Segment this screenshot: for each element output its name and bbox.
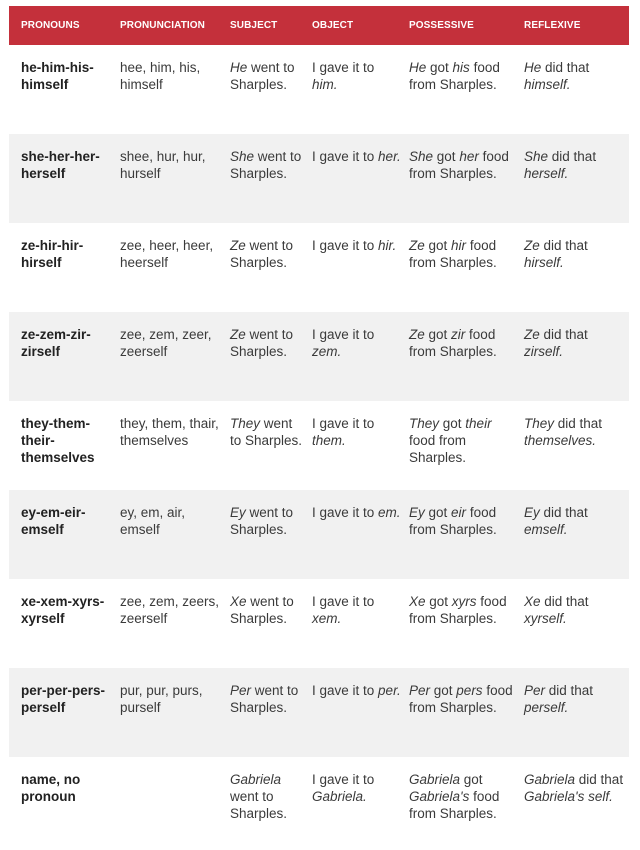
possessive-cell: [409, 148, 517, 182]
header-subject: SUBJECT: [230, 20, 278, 31]
italic-text: xyrself.: [524, 611, 567, 626]
italic-text: They: [409, 416, 440, 431]
possessive-cell: [409, 593, 517, 627]
italic-text: Per: [524, 683, 546, 698]
pronunciation-cell: zee, zem, zeers, zeerself: [120, 594, 220, 626]
text-segment: food from Sharples.: [409, 433, 467, 465]
text-segment: went to Sharples.: [230, 683, 299, 715]
italic-text: his: [452, 60, 470, 75]
text-segment: I gave it to: [312, 416, 375, 431]
text-segment: I gave it to: [312, 327, 375, 342]
text-segment: got: [430, 683, 457, 698]
subject-cell: [230, 148, 304, 182]
pronunciation-cell: pur, pur, purs, purself: [120, 683, 203, 715]
table-row: [9, 401, 629, 490]
text-segment: I gave it to: [312, 60, 375, 75]
italic-text: Xe: [230, 594, 247, 609]
italic-text: Ze: [524, 327, 540, 342]
text-segment: did that: [575, 772, 624, 787]
pronunciation-cell: zee, zem, zeer, zeerself: [120, 327, 212, 359]
pronunciation-cell: ey, em, air, emself: [120, 505, 186, 537]
possessive-cell: [409, 504, 517, 538]
text-segment: did that: [545, 683, 594, 698]
italic-text: She: [409, 149, 434, 164]
text-segment: went to Sharples.: [230, 60, 295, 92]
object-cell: [312, 504, 402, 521]
pronouns-cell: he-him-his-himself: [21, 60, 94, 92]
italic-text: Gabriela.: [312, 789, 367, 804]
possessive-cell: [409, 59, 517, 93]
table-row: [9, 490, 629, 579]
object-cell: [312, 237, 402, 254]
table-row: [9, 757, 629, 850]
italic-text: pers: [456, 683, 483, 698]
text-segment: went to Sharples.: [230, 149, 302, 181]
pronouns-cell: per-per-pers-perself: [21, 683, 106, 715]
pronouns-cell: name, no pronoun: [21, 772, 81, 804]
text-segment: I gave it to: [312, 772, 375, 787]
object-cell: [312, 682, 402, 699]
text-segment: I gave it to: [312, 238, 379, 253]
reflexive-cell: [524, 59, 628, 93]
text-segment: food from Sharples.: [409, 683, 513, 715]
table-row: [9, 668, 629, 757]
italic-text: their: [465, 416, 492, 431]
italic-text: himself.: [524, 77, 571, 92]
subject-cell: [230, 415, 304, 449]
possessive-cell: [409, 415, 517, 466]
italic-text: per.: [378, 683, 401, 698]
italic-text: He: [409, 60, 427, 75]
subject-cell: [230, 326, 304, 360]
text-segment: food from Sharples.: [409, 327, 497, 359]
object-cell: [312, 326, 402, 360]
subject-cell: [230, 59, 304, 93]
text-segment: went to Sharples.: [230, 505, 294, 537]
possessive-cell: [409, 237, 517, 271]
table-row: [9, 45, 629, 134]
reflexive-cell: [524, 682, 628, 716]
text-segment: got: [433, 149, 460, 164]
text-segment: did that: [540, 594, 589, 609]
italic-text: Gabriela: [524, 772, 576, 787]
object-cell: [312, 148, 402, 165]
object-cell: [312, 59, 402, 93]
text-segment: did that: [539, 505, 588, 520]
pronunciation-cell: hee, him, his, himself: [120, 60, 201, 92]
header-reflexive: REFLEXIVE: [524, 20, 581, 31]
text-segment: went to Sharples.: [230, 594, 294, 626]
text-segment: did that: [539, 327, 588, 342]
text-segment: food from Sharples.: [409, 60, 500, 92]
text-segment: food from Sharples.: [409, 149, 509, 181]
pronunciation-cell: zee, heer, heer, heerself: [120, 238, 214, 270]
text-segment: did that: [554, 416, 603, 431]
italic-text: He: [524, 60, 542, 75]
italic-text: Ey: [524, 505, 540, 520]
italic-text: Gabriela's self.: [524, 789, 613, 804]
possessive-cell: [409, 682, 517, 716]
header-possessive: POSSESSIVE: [409, 20, 474, 31]
header-pronunciation: PRONUNCIATION: [120, 20, 206, 31]
italic-text: zirself.: [524, 344, 564, 359]
italic-text: zem.: [312, 344, 342, 359]
text-segment: got: [425, 594, 452, 609]
possessive-cell: [409, 771, 517, 822]
pronouns-cell: they-them-their-themselves: [21, 416, 95, 465]
pronouns-table: [9, 6, 629, 821]
italic-text: xem.: [312, 611, 342, 626]
italic-text: hir: [451, 238, 467, 253]
text-segment: I gave it to: [312, 683, 379, 698]
italic-text: Xe: [524, 594, 541, 609]
pronouns-cell: xe-xem-xyrs-xyrself: [21, 594, 105, 626]
italic-text: her.: [378, 149, 401, 164]
table-row: [9, 579, 629, 668]
subject-cell: [230, 771, 304, 822]
reflexive-cell: [524, 237, 628, 271]
subject-cell: [230, 593, 304, 627]
italic-text: Gabriela's: [409, 789, 470, 804]
reflexive-cell: [524, 593, 628, 627]
text-segment: got: [424, 238, 452, 253]
italic-text: They: [524, 416, 555, 431]
pronunciation-cell: shee, hur, hur, hurself: [120, 149, 206, 181]
italic-text: Ey: [409, 505, 425, 520]
text-segment: went to Sharples.: [230, 238, 294, 270]
text-segment: went to Sharples.: [230, 416, 303, 448]
text-segment: food from Sharples.: [409, 594, 507, 626]
reflexive-cell: [524, 504, 628, 538]
text-segment: food from Sharples.: [409, 505, 497, 537]
pronouns-cell: ey-em-eir-emself: [21, 505, 86, 537]
italic-text: Gabriela: [230, 772, 282, 787]
reflexive-cell: [524, 148, 628, 182]
italic-text: He: [230, 60, 248, 75]
italic-text: herself.: [524, 166, 569, 181]
text-segment: food from Sharples.: [409, 238, 497, 270]
pronouns-cell: she-her-her-herself: [21, 149, 100, 181]
reflexive-cell: [524, 326, 628, 360]
italic-text: Ze: [230, 238, 246, 253]
subject-cell: [230, 237, 304, 271]
table-header: [9, 6, 629, 45]
italic-text: Ze: [409, 327, 425, 342]
text-segment: got: [426, 60, 453, 75]
text-segment: got: [424, 505, 452, 520]
table-row: [9, 223, 629, 312]
object-cell: [312, 771, 402, 805]
possessive-cell: [409, 326, 517, 360]
italic-text: her: [459, 149, 479, 164]
italic-text: Xe: [409, 594, 426, 609]
text-segment: went to Sharples.: [230, 327, 294, 359]
table-row: [9, 134, 629, 223]
italic-text: zir: [451, 327, 466, 342]
object-cell: [312, 593, 402, 627]
italic-text: She: [524, 149, 549, 164]
text-segment: I gave it to: [312, 505, 379, 520]
header-object: OBJECT: [312, 20, 354, 31]
italic-text: Ze: [524, 238, 540, 253]
text-segment: did that: [539, 238, 588, 253]
italic-text: Ze: [409, 238, 425, 253]
italic-text: hirself.: [524, 255, 564, 270]
italic-text: em.: [378, 505, 401, 520]
italic-text: emself.: [524, 522, 568, 537]
italic-text: eir: [451, 505, 467, 520]
pronouns-cell: ze-zem-zir-zirself: [21, 327, 91, 359]
italic-text: xyrs: [451, 594, 477, 609]
italic-text: perself.: [524, 700, 569, 715]
pronunciation-cell: they, them, thair, themselves: [120, 416, 219, 448]
italic-text: Ey: [230, 505, 246, 520]
text-segment: got: [460, 772, 483, 787]
italic-text: She: [230, 149, 255, 164]
text-segment: got: [439, 416, 466, 431]
italic-text: him.: [312, 77, 338, 92]
pronouns-cell: ze-hir-hir-hirself: [21, 238, 84, 270]
italic-text: them.: [312, 433, 346, 448]
text-segment: did that: [541, 60, 590, 75]
italic-text: themselves.: [524, 433, 597, 448]
italic-text: Per: [409, 683, 431, 698]
italic-text: Ze: [230, 327, 246, 342]
text-segment: did that: [548, 149, 597, 164]
text-segment: I gave it to: [312, 594, 375, 609]
text-segment: I gave it to: [312, 149, 379, 164]
italic-text: They: [230, 416, 261, 431]
subject-cell: [230, 682, 304, 716]
object-cell: [312, 415, 402, 449]
subject-cell: [230, 504, 304, 538]
reflexive-cell: [524, 771, 628, 805]
table-row: [9, 312, 629, 401]
text-segment: food from Sharples.: [409, 789, 500, 821]
text-segment: got: [424, 327, 452, 342]
italic-text: hir.: [378, 238, 397, 253]
italic-text: Gabriela: [409, 772, 461, 787]
reflexive-cell: [524, 415, 628, 449]
text-segment: went to Sharples.: [230, 789, 288, 821]
header-pronouns: PRONOUNS: [21, 20, 80, 31]
italic-text: Per: [230, 683, 252, 698]
